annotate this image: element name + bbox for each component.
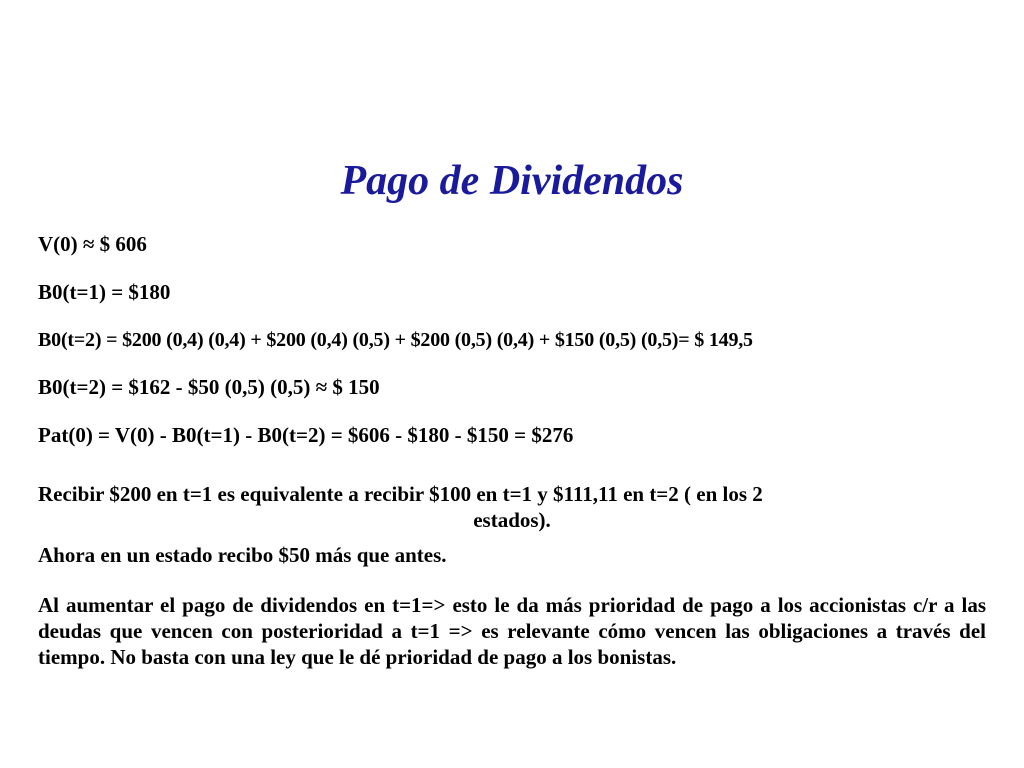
equation-b0-t1: B0(t=1) = $180 — [38, 280, 171, 304]
slide-title: Pago de Dividendos — [340, 158, 684, 204]
equation-b0-t2-simplified: B0(t=2) = $162 - $50 (0,5) (0,5) ≈ $ 150 — [38, 375, 380, 399]
paragraph-state-difference: Ahora en un estado recibo $50 más que antes. — [38, 543, 447, 567]
paragraph-dividend-priority: Al aumentar el pago de dividendos en t=1=> esto le da más prioridad de pago a los accionistas c/r a las deudas que vencen con posterioridad a t=1 => es relevante cómo vencen las obligaciones a través del tiempo. No basta con una ley que le dé prioridad de pago a los bonistas. — [38, 593, 986, 669]
paragraph-equivalence-line-1: Recibir $200 en t=1 es equivalente a recibir $100 en t=1 y $111,11 en t=2 ( en los 2 — [38, 482, 763, 506]
equation-b0-t2-expanded: B0(t=2) = $200 (0,4) (0,4) + $200 (0,4) (0,5) + $200 (0,5) (0,4) + $150 (0,5) (0,5)= $ 149,5 — [38, 329, 753, 351]
equation-patrimonio: Pat(0) = V(0) - B0(t=1) - B0(t=2) = $606 - $180 - $150 = $276 — [38, 423, 574, 447]
paragraph-equivalence-line-2: estados). — [473, 508, 551, 532]
equation-v0: V(0) ≈ $ 606 — [38, 232, 147, 256]
